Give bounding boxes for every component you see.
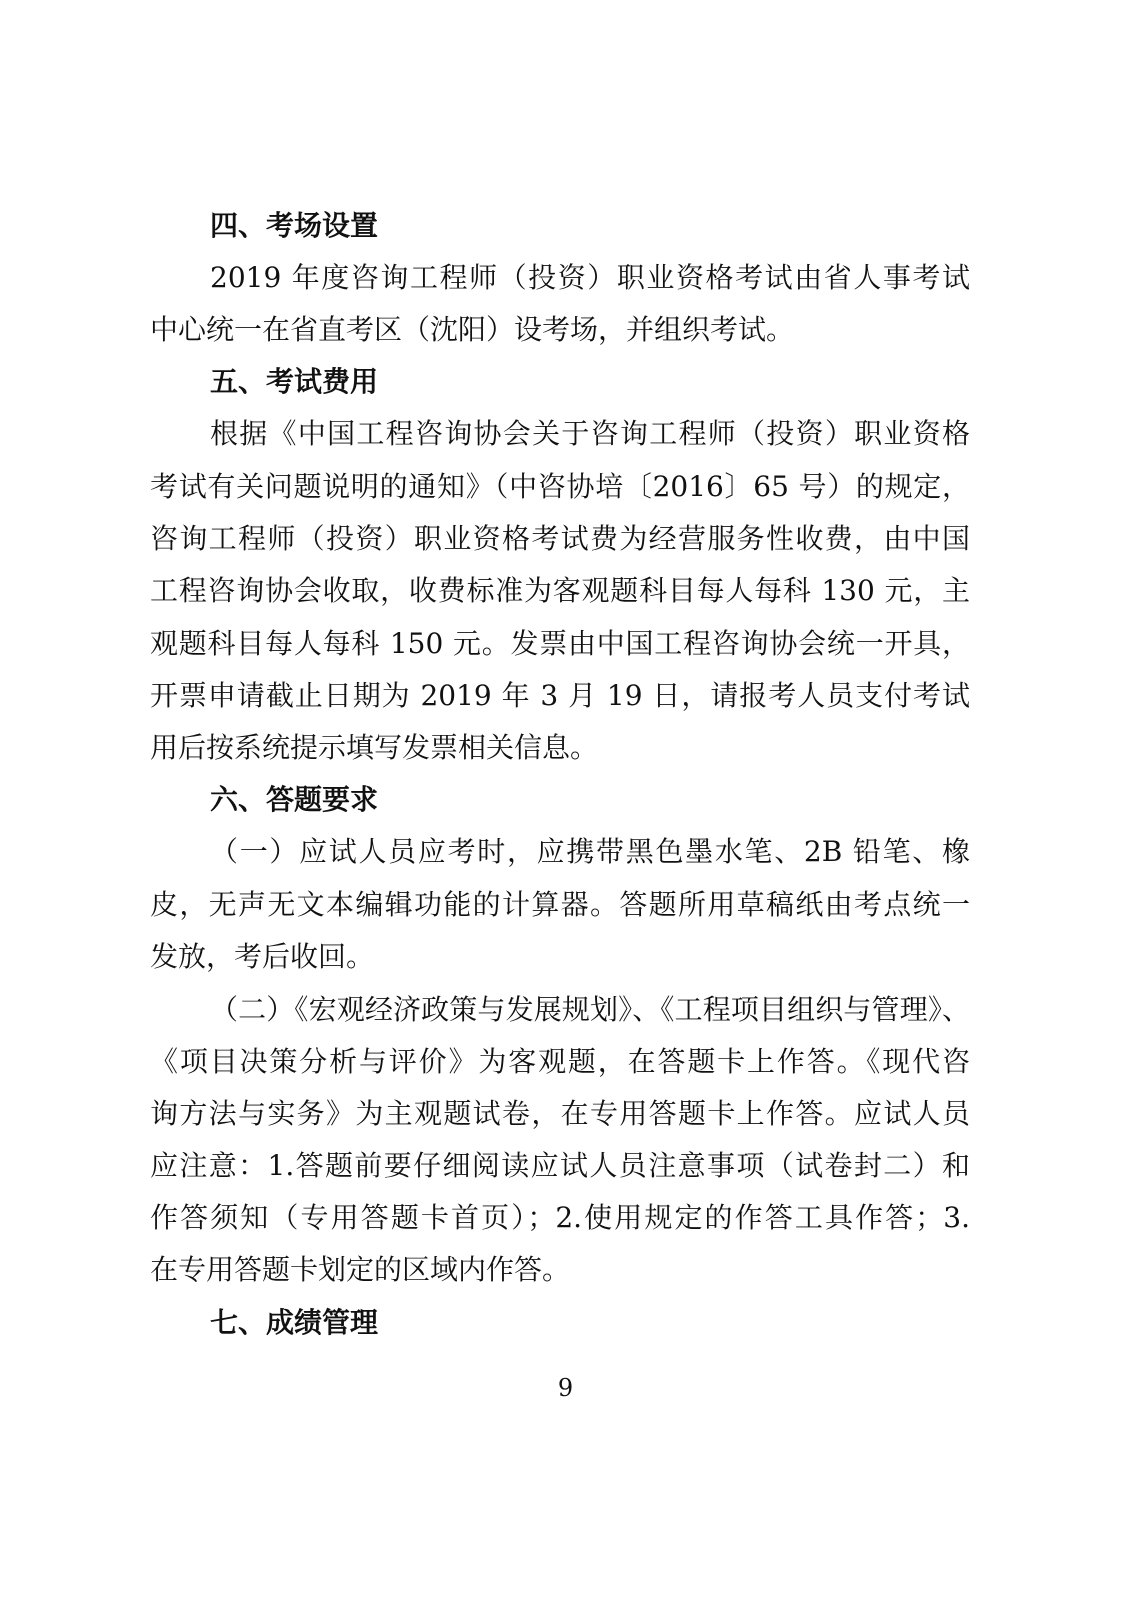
paragraph-line: 皮，无声无文本编辑功能的计算器。答题所用草稿纸由考点统一 bbox=[150, 888, 970, 921]
paragraph-line: 在专用答题卡划定的区域内作答。 bbox=[150, 1253, 571, 1286]
section-heading: 四、考场设置 bbox=[210, 209, 379, 242]
page-number: 9 bbox=[557, 1374, 574, 1402]
section-heading: 七、成绩管理 bbox=[210, 1306, 379, 1339]
section-heading: 六、答题要求 bbox=[210, 783, 379, 816]
paragraph-line: 发放，考后收回。 bbox=[150, 940, 375, 973]
paragraph-line: 应注意：1.答题前要仔细阅读应试人员注意事项（试卷封二）和 bbox=[150, 1149, 970, 1182]
paragraph-line: 观题科目每人每科 150 元。发票由中国工程咨询协会统一开具， bbox=[150, 627, 970, 660]
section-heading: 五、考试费用 bbox=[210, 365, 379, 398]
paragraph-line: （二）《宏观经济政策与发展规划》、《工程项目组织与管理》、 bbox=[210, 993, 970, 1026]
paragraph-line: 开票申请截止日期为 2019 年 3 月 19 日，请报考人员支付考试 bbox=[150, 679, 970, 712]
paragraph-line: 询方法与实务》为主观题试卷，在专用答题卡上作答。应试人员 bbox=[150, 1097, 970, 1130]
paragraph-line: 2019 年度咨询工程师（投资）职业资格考试由省人事考试 bbox=[210, 261, 970, 294]
paragraph-line: 中心统一在省直考区（沈阳）设考场，并组织考试。 bbox=[150, 313, 795, 346]
paragraph-line: （一）应试人员应考时，应携带黑色墨水笔、2B 铅笔、橡 bbox=[210, 835, 970, 868]
paragraph-line: 咨询工程师（投资）职业资格考试费为经营服务性收费，由中国 bbox=[150, 522, 970, 555]
paragraph-line: 作答须知（专用答题卡首页）；2.使用规定的作答工具作答；3. bbox=[150, 1201, 970, 1234]
paragraph-line: 用后按系统提示填写发票相关信息。 bbox=[150, 731, 599, 764]
paragraph-line: 根据《中国工程咨询协会关于咨询工程师（投资）职业资格 bbox=[210, 417, 970, 450]
paragraph-line: 《项目决策分析与评价》为客观题，在答题卡上作答。《现代咨 bbox=[150, 1045, 970, 1078]
paragraph-line: 工程咨询协会收取，收费标准为客观题科目每人每科 130 元，主 bbox=[150, 574, 970, 607]
paragraph-line: 考试有关问题说明的通知》（中咨协培〔2016〕65 号）的规定， bbox=[150, 470, 970, 503]
